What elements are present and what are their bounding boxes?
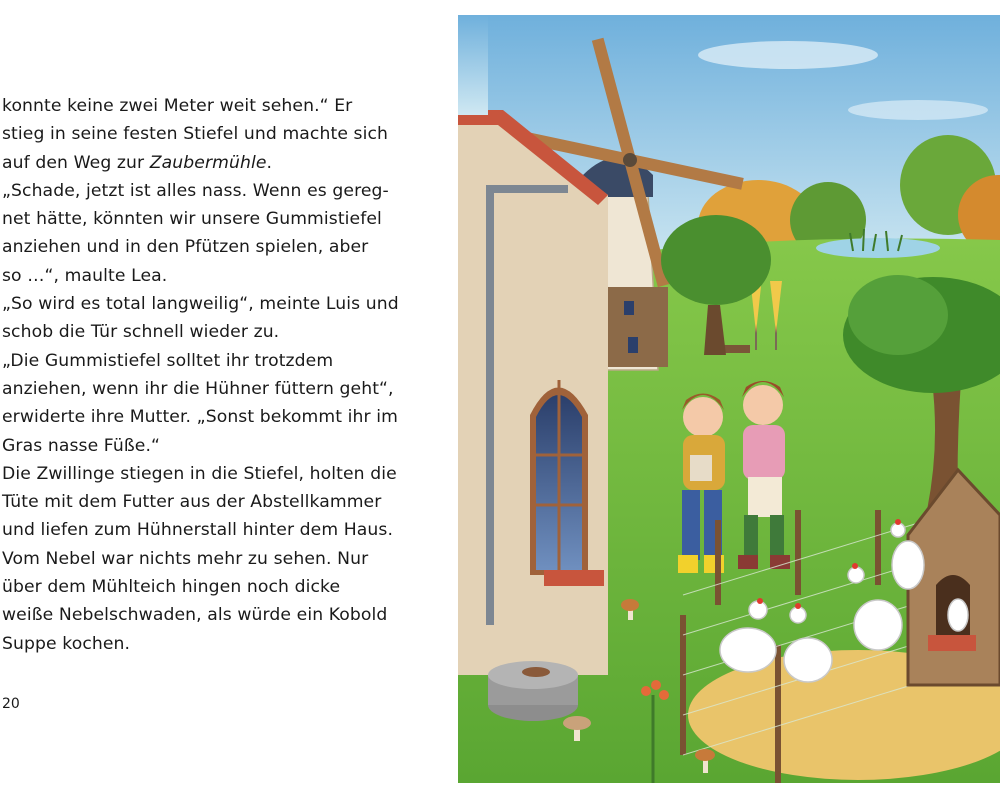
millstone: [488, 661, 578, 721]
text-line: und liefen zum Hühnerstall hinter dem Haus.: [2, 520, 394, 541]
story-text: [2, 92, 422, 658]
pond: [816, 238, 940, 258]
text-line: anziehen und in den Pfützen spielen, aber: [2, 237, 369, 258]
text-line: Suppe kochen.: [2, 633, 131, 654]
text-run: auf den Weg zur: [2, 152, 150, 173]
text-line: schob die Tür schnell wieder zu.: [2, 322, 280, 343]
text-line: Tüte mit dem Futter aus der Abstellkammer: [2, 492, 382, 513]
story-illustration: [458, 15, 1000, 783]
text-line: net hätte, könnten wir unsere Gummistiefel: [2, 209, 382, 230]
text-line: konnte keine zwei Meter weit sehen.“ Er: [2, 96, 353, 116]
text-line: weiße Nebelschwaden, als würde ein Kobold: [2, 605, 388, 626]
text-line: so …“, maulte Lea.: [2, 265, 168, 286]
cloud: [698, 41, 878, 69]
text-line: Gras nasse Füße.“: [2, 435, 161, 456]
text-line: stieg in seine festen Stiefel und machte sich: [2, 124, 389, 145]
text-line: Vom Nebel war nichts mehr zu sehen. Nur: [2, 548, 369, 569]
text-line: „Schade, jetzt ist alles nass. Wenn es gereg-: [2, 180, 389, 201]
text-line: über dem Mühlteich hingen noch dicke: [2, 577, 341, 598]
text-line: erwiderte ihre Mutter. „Sonst bekommt ihr im: [2, 407, 398, 428]
text-line: [2, 149, 422, 177]
text-line: anziehen, wenn ihr die Hühner füttern geht“,: [2, 378, 394, 399]
page-number: 20: [2, 696, 20, 712]
text-line: „Die Gummistiefel solltet ihr trotzdem: [2, 350, 334, 371]
text-run: .: [266, 152, 273, 173]
text-line: „So wird es total langweilig“, meinte Luis und: [2, 294, 399, 315]
cloud: [848, 100, 988, 120]
text-line: Die Zwillinge stiegen in die Stiefel, holten die: [2, 463, 397, 484]
emphasized-title: Zaubermühle: [149, 152, 267, 173]
